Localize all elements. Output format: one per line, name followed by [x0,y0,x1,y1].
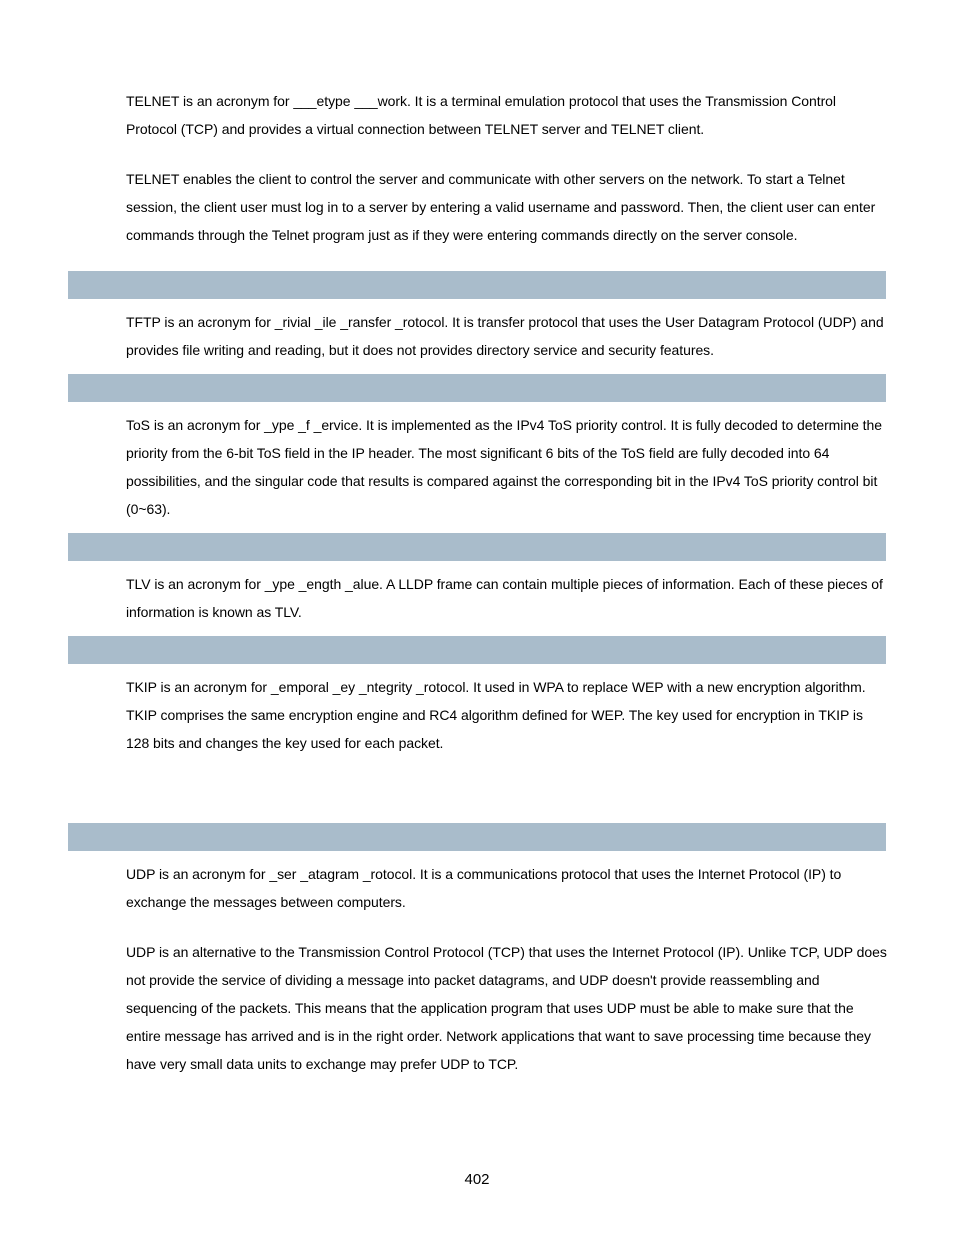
telnet-paragraph-2: TELNET enables the client to control the server and communicate with other servers on the network. To start a Telnet session, the client user must log in to a server by entering a valid username and password. Then, the client user can enter commands through the Telnet program just as if they were entering commands directly on the server console. [126,171,876,243]
udp-paragraph-1: UDP is an acronym for _ser _atagram _rotocol. It is a communications protocol that uses the Internet Protocol (IP) to exchange the messages between computers. [126,866,842,910]
section-header-bar-tftp [68,271,886,299]
tlv-paragraph: TLV is an acronym for _ype _ength _alue. A LLDP frame can contain multiple pieces of information. Each of these pieces of information is known as TLV. [126,576,883,620]
section-header-bar-udp [68,823,886,851]
section-header-bar-tkip [68,636,886,664]
telnet-paragraph-1: TELNET is an acronym for ___etype ___work. It is a terminal emulation protocol that uses the Transmission Control Protocol (TCP) and provides a virtual connection between TELNET server and TELNET client. [126,93,836,137]
section-header-bar-tlv [68,533,886,561]
tftp-paragraph: TFTP is an acronym for _rivial _ile _ransfer _rotocol. It is transfer protocol that uses the User Datagram Protocol (UDP) and provides file writing and reading, but it does not provides directory service and security features. [126,314,884,358]
udp-paragraph-2: UDP is an alternative to the Transmission Control Protocol (TCP) that uses the Internet Protocol (IP). Unlike TCP, UDP does not provide the service of dividing a message into packet datagrams, and UDP doesn't provide reassembling and sequencing of the packets. This means that the application program that uses UDP must be able to make sure that the entire message has arrived and is in the right order. Network applications that want to save processing time because they have very small data units to exchange may prefer UDP to TCP. [126,944,887,1072]
tos-paragraph: ToS is an acronym for _ype _f _ervice. It is implemented as the IPv4 ToS priority control. It is fully decoded to determine the priority from the 6-bit ToS field in the IP header. The most significant 6 bits of the ToS field are fully decoded into 64 possibilities, and the singular code that results is compared against the corresponding bit in the IPv4 ToS priority control bit (0~63). [126,417,882,517]
page-number: 402 [464,1171,490,1188]
tkip-paragraph: TKIP is an acronym for _emporal _ey _ntegrity _rotocol. It used in WPA to replace WEP with a new encryption algorithm. TKIP comprises the same encryption engine and RC4 algorithm defined for WEP. The key used for encryption in TKIP is 128 bits and changes the key used for each packet. [126,679,866,751]
section-header-bar-tos [68,374,886,402]
